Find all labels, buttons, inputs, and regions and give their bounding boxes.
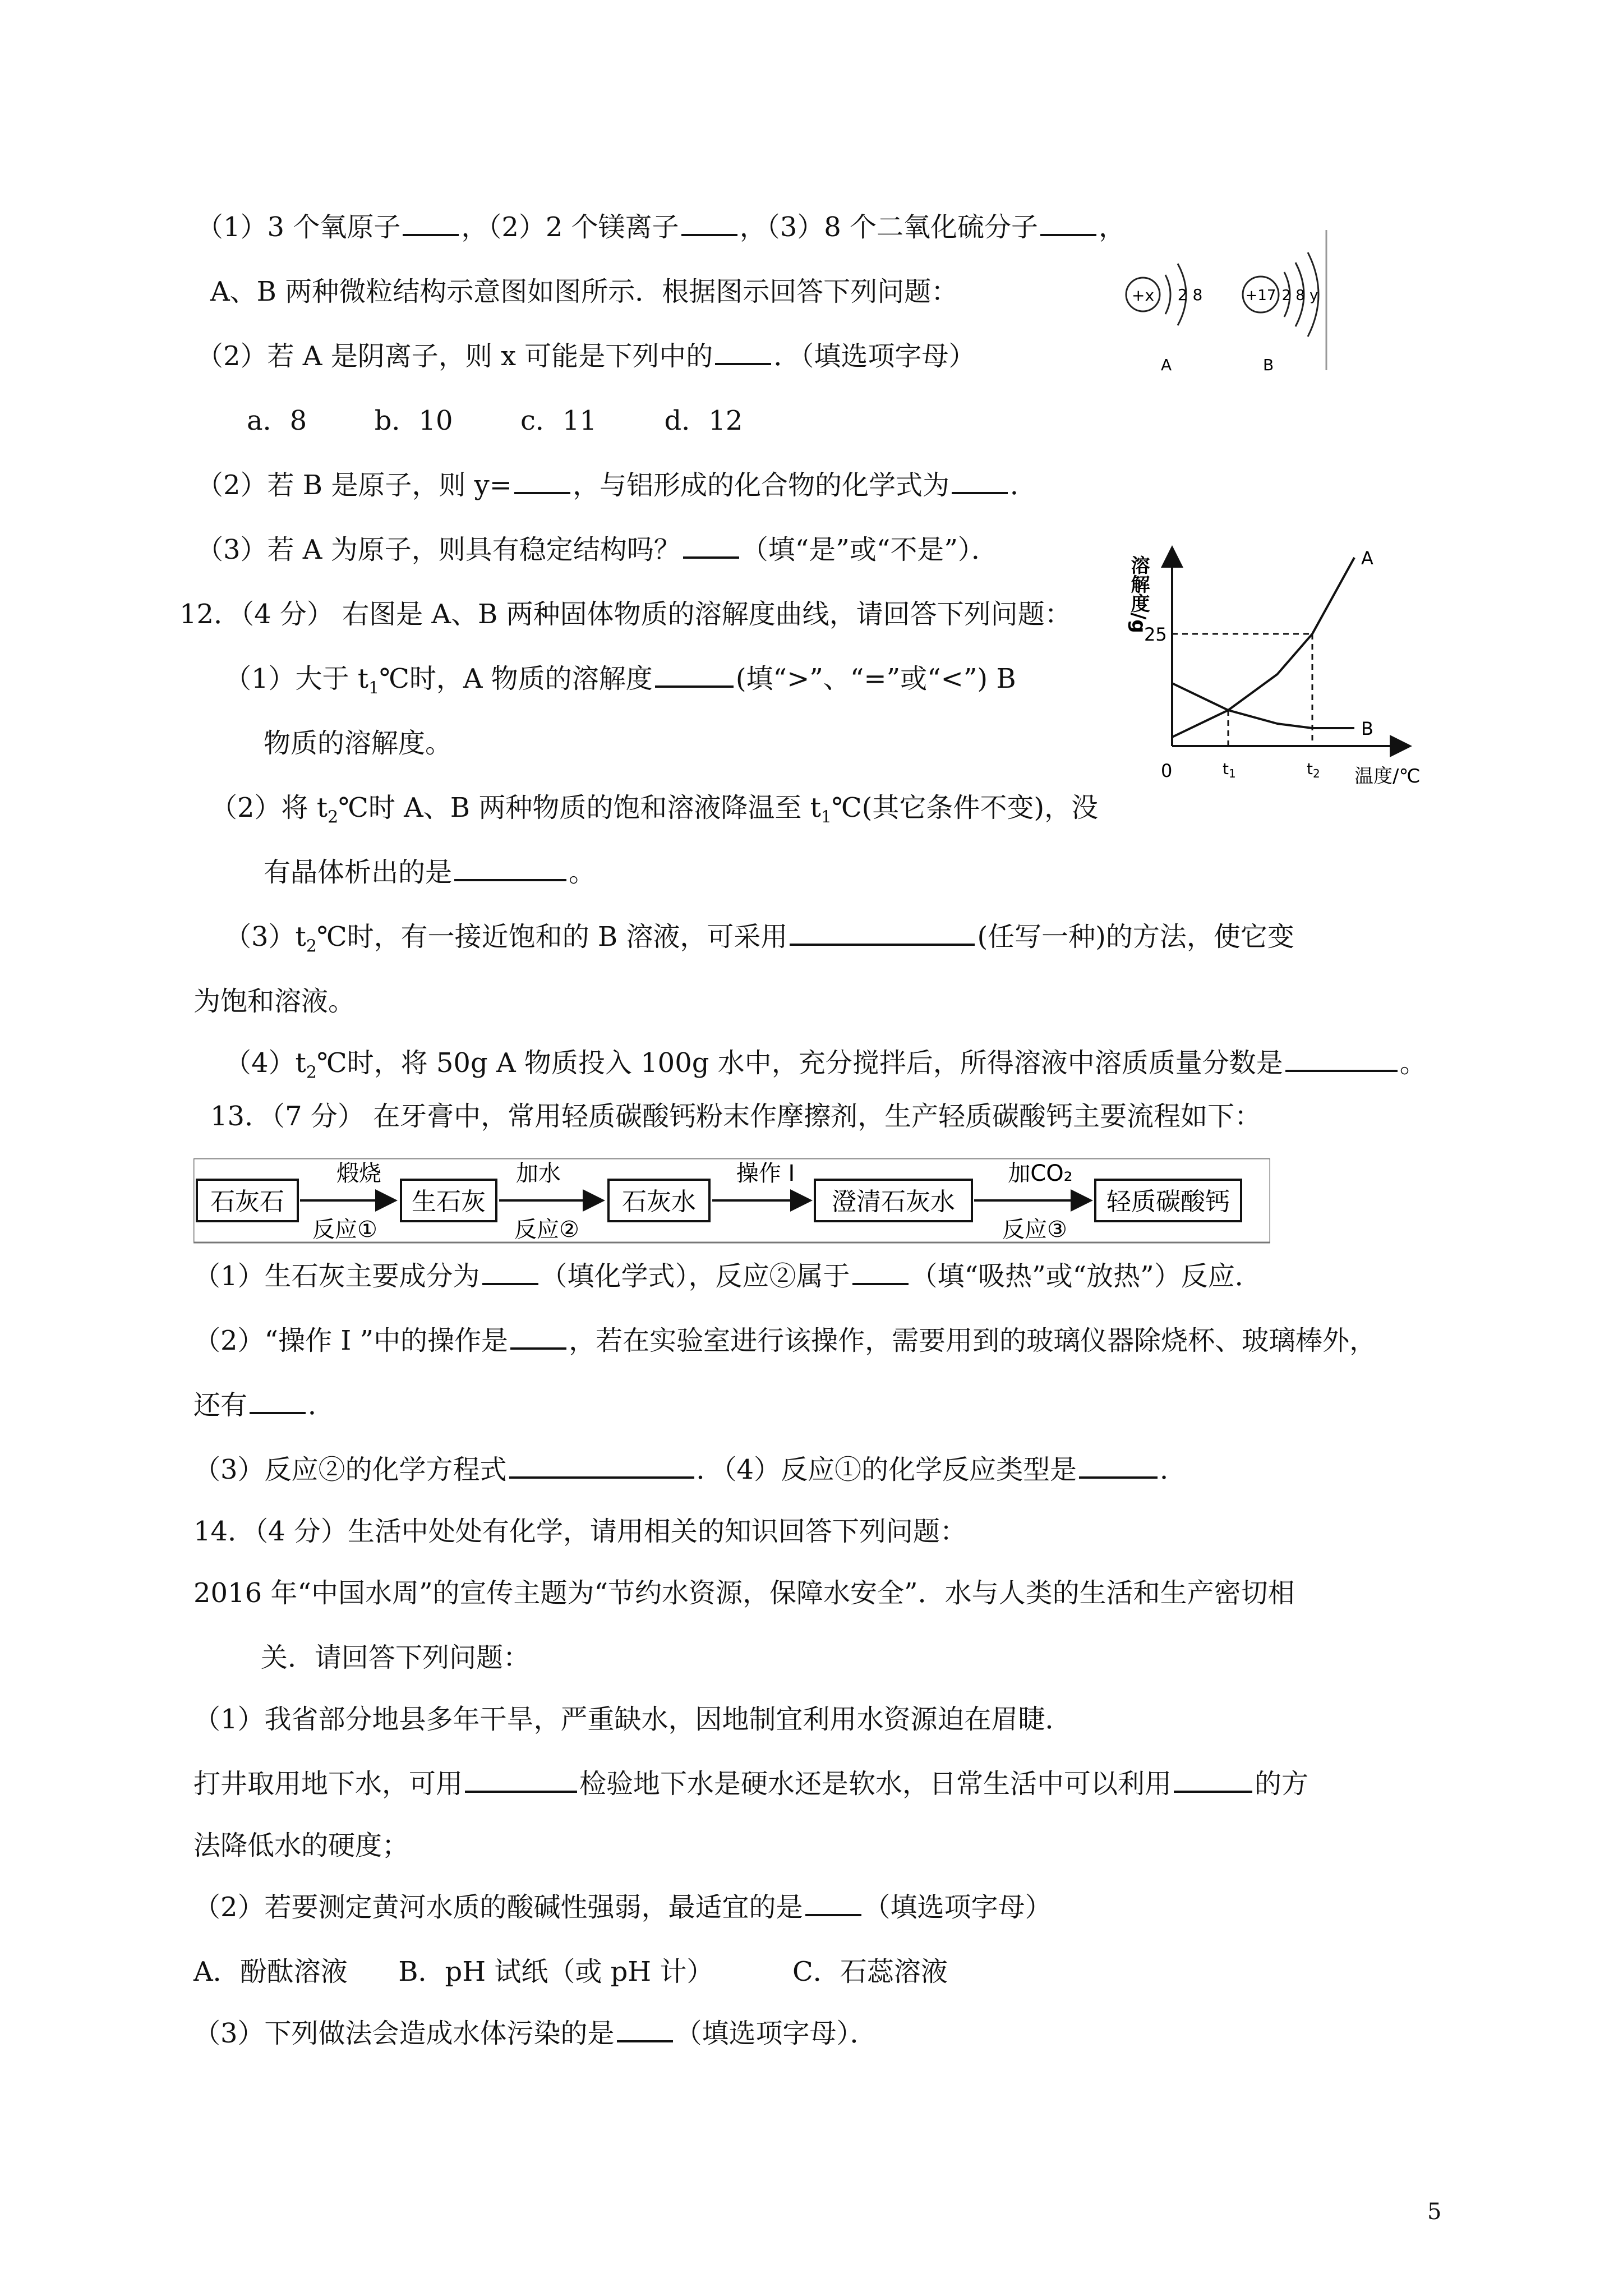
- answer-blank[interactable]: [852, 1260, 909, 1285]
- series-label-A: A: [1361, 547, 1373, 569]
- flow-arrow4-top: 加CO₂: [1008, 1161, 1073, 1186]
- line-prev-6: （3）若 A 为原子，则具有稳定结构吗？ （填“是”或“不是”）．: [196, 534, 998, 565]
- x-axis-label: 温度/℃: [1354, 765, 1421, 788]
- q12-part4: $(4)t_2℃$时，将 50g A 物质投入 100g 水中，充分搅拌后，所得溶液中溶质质量分数是 。: [224, 1047, 1427, 1083]
- atom-b-nucleus: +17: [1245, 287, 1276, 304]
- answer-blank[interactable]: [250, 1389, 306, 1414]
- flow-arrow3-top: 操作 I: [736, 1161, 795, 1186]
- page-number: 5: [1427, 2199, 1442, 2225]
- flow-box-limewater: [608, 1180, 709, 1221]
- q14-part1-c: 法降低水的硬度；: [193, 1830, 409, 1861]
- series-curve-B: [1172, 683, 1354, 728]
- answer-blank[interactable]: [403, 211, 459, 236]
- q14-options: [193, 1955, 948, 1989]
- flow-arrow2-bottom: 反应②: [514, 1217, 579, 1243]
- answer-blank[interactable]: [454, 857, 566, 881]
- q14-stem: 14．（4 分）生活中处处有化学，请用相关的知识回答下列问题：: [193, 1516, 967, 1547]
- series-label-B: B: [1361, 718, 1373, 739]
- x-tick-label-t2: $t_2$: [1307, 760, 1320, 780]
- y-axis-label: 溶解度/g: [1127, 555, 1150, 633]
- option-a: a．8: [247, 405, 307, 436]
- q12-part2: （2）将 $t_2℃$时 A、B 两种物质的饱和溶液降温至 $t_1℃$(其它条件不变)，没: [210, 792, 1099, 827]
- answer-blank[interactable]: [1285, 1047, 1398, 1072]
- origin-label: 0: [1161, 760, 1173, 781]
- atom-a-label: A: [1161, 356, 1172, 374]
- svg-text:轻质碳酸钙: 轻质碳酸钙: [1106, 1188, 1230, 1216]
- line-prev-3: （2）若 A 是阴离子，则 x 可能是下列中的 ．（填选项字母）: [196, 341, 976, 372]
- option-d: d．12: [664, 405, 743, 436]
- atom-b-label: B: [1263, 356, 1274, 374]
- svg-text:石灰石: 石灰石: [210, 1188, 284, 1216]
- option-A: A．酚酞溶液: [193, 1956, 348, 1987]
- flow-box-light-calcium-carbonate: [1095, 1180, 1241, 1221]
- flow-box-quicklime: [401, 1180, 496, 1221]
- q13-part2: （2）“操作 I ”中的操作是 ，若在实验室进行该操作，需要用到的玻璃仪器除烧杯、玻璃棒外，: [193, 1325, 1377, 1356]
- solubility-curve-chart: [1127, 527, 1486, 797]
- answer-blank[interactable]: [1174, 1768, 1252, 1793]
- line-prev-2: A、B 两种微粒结构示意图如图所示．根据图示回答下列问题：: [210, 276, 958, 307]
- answer-blank[interactable]: [805, 1892, 861, 1916]
- line-prev-5: （2）若 B 是原子，则 y= ，与铝形成的化合物的化学式为 ．: [196, 470, 1037, 501]
- answer-blank[interactable]: [681, 211, 737, 236]
- q14-part1-b: 打井取用地下水，可用 检验地下水是硬水还是软水，日常生活中可以利用 的方: [193, 1768, 1309, 1800]
- options-row: [247, 404, 743, 438]
- q12-part2-cont: 有晶体析出的是 。: [264, 857, 596, 888]
- atom-a-shells: 2 8: [1177, 286, 1203, 304]
- answer-blank[interactable]: [510, 1325, 566, 1350]
- answer-blank[interactable]: [465, 1768, 577, 1793]
- q14-part1: （1）我省部分地县多年干旱，严重缺水，因地制宜利用水资源迫在眉睫．: [193, 1704, 1072, 1735]
- series-curve-A: [1172, 558, 1354, 737]
- q14-intro-1: 2016 年“中国水周”的宣传主题为“节约水资源，保障水安全”．水与人类的生活和生产密切相: [193, 1577, 1295, 1609]
- option-C: C．石蕊溶液: [792, 1956, 948, 1987]
- answer-blank[interactable]: [1079, 1454, 1158, 1479]
- answer-blank[interactable]: [683, 534, 739, 559]
- y-tick-label: 25: [1144, 624, 1167, 645]
- answer-blank[interactable]: [1040, 211, 1096, 236]
- q13-part1: （1）生石灰主要成分为 （填化学式），反应②属于 （填“吸热”或“放热”）反应．: [193, 1260, 1262, 1292]
- option-b: b．10: [374, 405, 453, 436]
- q12-part3: $(3)t_2℃$时，有一接近饱和的 B 溶液，可采用 (任写一种)的方法，使它变: [224, 921, 1294, 956]
- q13-part2-cont: 还有 ．: [193, 1389, 335, 1421]
- q14-part2: （2）若要测定黄河水质的酸碱性强弱，最适宜的是 （填选项字母）: [193, 1892, 1052, 1923]
- flow-arrow1-top: 煅烧: [336, 1161, 381, 1186]
- flow-arrow2-top: 加水: [516, 1161, 561, 1186]
- answer-blank[interactable]: [790, 921, 975, 946]
- q12-part1-cont: 物质的溶解度。: [264, 728, 453, 759]
- svg-text:澄清石灰水: 澄清石灰水: [832, 1188, 955, 1216]
- svg-text:石灰水: 石灰水: [622, 1188, 696, 1216]
- production-flowchart: [193, 1158, 1270, 1248]
- q12-part1: （1）大于 $t_1℃$时，A 物质的溶解度 (填“>”、“=”或“<”) B: [224, 663, 1016, 698]
- atom-b-shells: 2 8 y: [1281, 287, 1318, 304]
- answer-blank[interactable]: [952, 470, 1008, 494]
- answer-blank[interactable]: [482, 1260, 538, 1285]
- answer-blank[interactable]: [617, 2018, 673, 2042]
- option-B: B．pH 试纸（或 pH 计）: [398, 1956, 714, 1987]
- flow-box-clear-limewater: [815, 1180, 972, 1221]
- q13-part3: （3）反应②的化学方程式 ．（4）反应①的化学反应类型是 ．: [193, 1454, 1187, 1485]
- q13-stem: 13．（7 分） 在牙膏中，常用轻质碳酸钙粉末作摩擦剂，生产轻质碳酸钙主要流程如下：: [210, 1101, 1262, 1132]
- x-tick-label-t1: $t_1$: [1223, 760, 1236, 780]
- flow-arrow4-bottom: 反应③: [1002, 1217, 1067, 1243]
- answer-blank[interactable]: [655, 663, 734, 688]
- flow-box-limestone: [197, 1180, 298, 1221]
- atom-structure-figure: [1116, 230, 1340, 379]
- answer-blank[interactable]: [715, 341, 771, 365]
- q12-stem: 12．（4 分） 右图是 A、B 两种固体物质的溶解度曲线，请回答下列问题：: [179, 599, 1072, 630]
- q12-part3-cont: 为饱和溶液。: [193, 986, 356, 1017]
- option-c: c．11: [520, 405, 597, 436]
- svg-text:生石灰: 生石灰: [412, 1188, 486, 1216]
- atom-a-nucleus: +x: [1131, 286, 1155, 305]
- q14-part3: （3）下列做法会造成水体污染的是 （填选项字母）．: [193, 2018, 877, 2049]
- answer-blank[interactable]: [509, 1454, 694, 1479]
- answer-blank[interactable]: [514, 470, 570, 494]
- q14-intro-2: 关．请回答下列问题：: [261, 1642, 531, 1673]
- line-prev-1: （1）3 个氧原子 ，（2）2 个镁离子 ，（3）8 个二氧化硫分子 ，: [196, 211, 1126, 243]
- flow-arrow1-bottom: 反应①: [312, 1217, 377, 1243]
